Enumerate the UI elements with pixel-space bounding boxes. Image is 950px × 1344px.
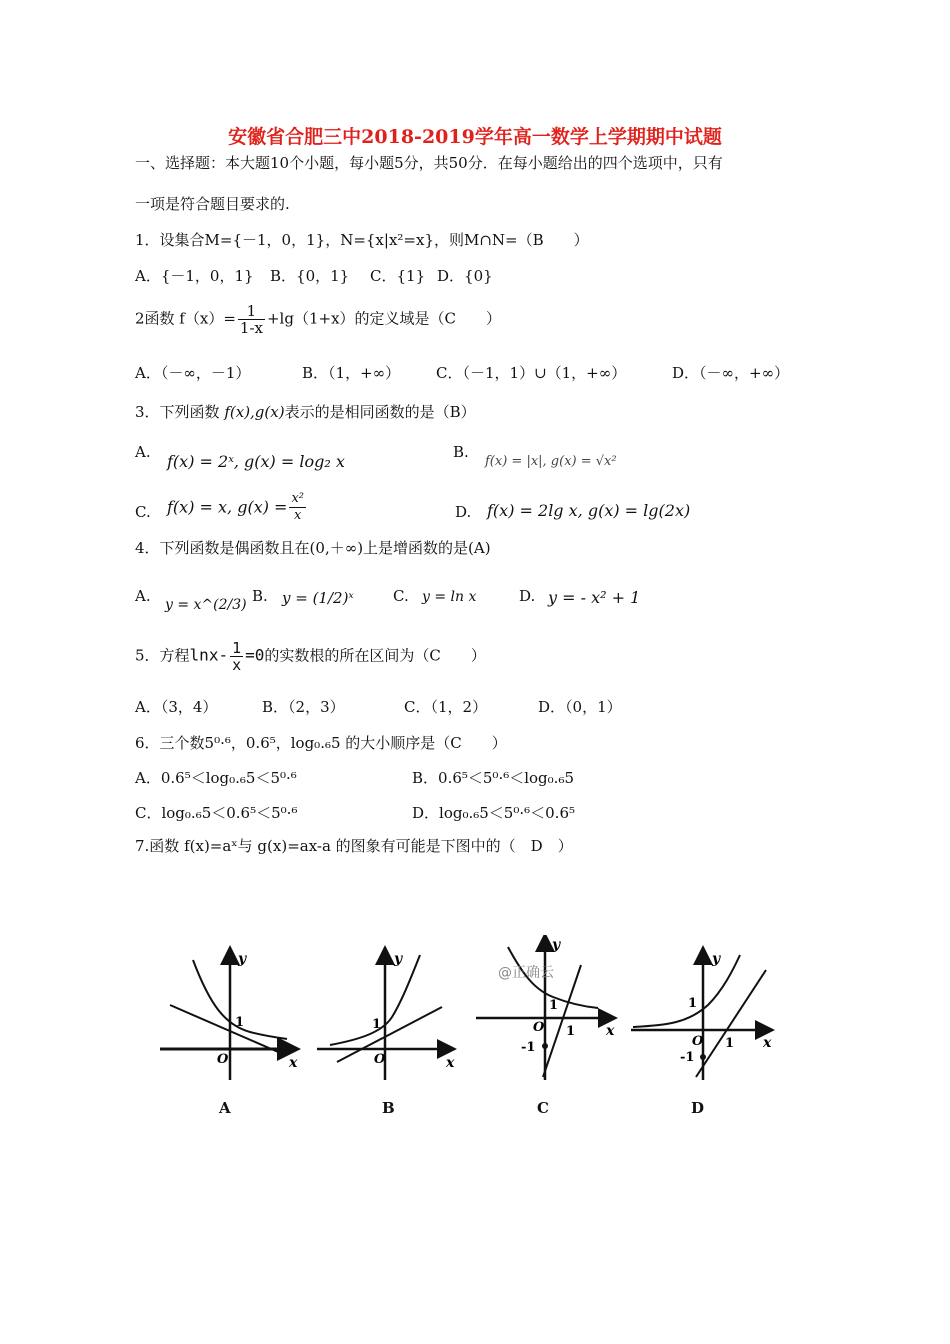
point-neg-one xyxy=(542,1043,548,1049)
q5-stem xyxy=(135,640,486,673)
q2-option-c: C．（－1，1）∪（1，+∞） xyxy=(436,364,627,382)
label-x: x xyxy=(289,1055,298,1071)
q5-option-b: B．（2，3） xyxy=(262,698,345,716)
q1-stem: 1．设集合M={－1，0，1}，N={x|x²=x}，则M∩N=（B ） xyxy=(135,231,589,249)
q4-option-d-label: D. xyxy=(519,587,536,605)
label-y: y xyxy=(238,951,247,967)
q3-option-a-label: A. xyxy=(135,443,151,461)
q3-option-c-num: x² xyxy=(291,491,304,506)
q5-option-d: D．（0，1） xyxy=(538,698,622,716)
label-one: 1 xyxy=(549,998,559,1013)
q5-frac-den: x xyxy=(232,656,242,674)
q6-option-c: C．log₀.₆5＜0.6⁵＜5⁰·⁶ xyxy=(135,804,298,822)
section-heading-line2: 一项是符合题目要求的. xyxy=(135,195,290,213)
label-x: x xyxy=(606,1023,615,1039)
label-origin: O xyxy=(533,1020,545,1035)
q5-fraction xyxy=(230,640,243,673)
q3-option-a-expr: f(x) = 2ˣ, g(x) = log₂ x xyxy=(167,452,345,471)
label-x: x xyxy=(446,1055,455,1071)
q3-option-b-expr: f(x) = |x|, g(x) = √x² xyxy=(485,454,617,469)
q2-suffix: +lg（1+x）的定义域是（C ） xyxy=(266,309,502,328)
graph-a-label: A xyxy=(219,1099,231,1117)
graph-b-label: B xyxy=(382,1099,395,1117)
q4-option-b-expr: y = (1/2)ˣ xyxy=(282,589,354,607)
graph-c xyxy=(473,935,623,1085)
q2-prefix: 2函数 f（x）= xyxy=(135,309,236,328)
q3-option-c-label: C. xyxy=(135,503,151,521)
q3-stem-suffix: 表示的是相同函数的是（B） xyxy=(284,403,476,421)
q5-option-a: A．（3，4） xyxy=(135,698,218,716)
watermark: @正确云 xyxy=(498,965,554,981)
graph-c-label: C xyxy=(537,1099,549,1117)
q3-option-d-expr: f(x) = 2lg x, g(x) = lg(2x) xyxy=(487,501,691,520)
graph-d-label: D xyxy=(691,1099,705,1117)
q4-option-a-expr: y = x^(2/3) xyxy=(165,597,247,613)
q6-option-b: B．0.6⁵＜5⁰·⁶＜log₀.₆5 xyxy=(412,769,574,787)
q2-option-d: D．（－∞，+∞） xyxy=(672,364,790,382)
q5-suffix: 的实数根的所在区间为（C ） xyxy=(264,646,486,665)
q2-frac-den: 1-x xyxy=(239,319,263,337)
q3-option-c-den: x xyxy=(294,508,302,523)
section-heading-line1: 一、选择题：本大题10个小题，每小题5分，共50分．在每小题给出的四个选项中，只有 xyxy=(135,154,723,172)
q6-option-d: D．log₀.₆5＜5⁰·⁶＜0.6⁵ xyxy=(412,804,576,822)
q3-option-c-left: f(x) = x, g(x) = xyxy=(167,497,288,517)
q6-option-a: A．0.6⁵＜log₀.₆5＜5⁰·⁶ xyxy=(135,769,297,787)
q1-option-b: B．{0，1} xyxy=(270,267,350,285)
q3-stem-funcs: f(x),g(x) xyxy=(224,403,285,421)
label-origin: O xyxy=(692,1034,704,1049)
label-one: 1 xyxy=(372,1017,382,1032)
point-neg-one xyxy=(700,1054,706,1060)
label-one: 1 xyxy=(688,996,698,1011)
label-y: y xyxy=(394,951,403,967)
q4-option-d-expr: y = - x² + 1 xyxy=(548,588,641,607)
line-g xyxy=(337,1007,442,1062)
q3-option-c-fraction xyxy=(289,491,306,524)
graph-a xyxy=(155,935,305,1085)
q3-option-b-label: B. xyxy=(453,443,469,461)
label-origin: O xyxy=(217,1052,229,1067)
label-origin: O xyxy=(374,1052,386,1067)
q1-option-a: A．{－1，0，1} xyxy=(135,267,254,285)
q2-option-a: A．（－∞，－1） xyxy=(135,364,251,382)
q2-fraction xyxy=(238,303,265,336)
q4-option-a-label: A. xyxy=(135,587,151,605)
q1-option-c: C．{1} xyxy=(370,267,426,285)
label-y: y xyxy=(552,937,561,953)
label-neg-one: -1 xyxy=(521,1040,536,1055)
q5-prefix: 5．方程 xyxy=(135,646,190,665)
label-x-one: 1 xyxy=(725,1036,735,1051)
q6-stem: 6．三个数5⁰·⁶，0.6⁵，log₀.₆5 的大小顺序是（C ） xyxy=(135,734,507,752)
q5-option-c: C．（1，2） xyxy=(404,698,488,716)
curve-exp xyxy=(633,955,740,1027)
q4-option-c-label: C. xyxy=(393,587,409,605)
page-title: 安徽省合肥三中2018-2019学年高一数学上学期期中试题 xyxy=(228,126,722,148)
q2-stem xyxy=(135,303,501,336)
label-neg-one: -1 xyxy=(680,1050,695,1065)
q5-eq-left: lnx- xyxy=(189,645,229,665)
q4-option-c-expr: y = ln x xyxy=(422,589,477,605)
graph-d xyxy=(628,935,778,1085)
q1-option-d: D．{0} xyxy=(437,267,493,285)
q7-stem: 7.函数 f(x)=aˣ与 g(x)=ax-a 的图象有可能是下图中的（ D ） xyxy=(135,837,573,855)
q2-frac-num: 1 xyxy=(238,303,265,320)
q2-option-b: B．（1，+∞） xyxy=(302,364,401,382)
q5-eq-right: =0 xyxy=(245,645,265,665)
q5-frac-num: 1 xyxy=(232,639,242,657)
graph-b xyxy=(312,935,462,1085)
q3-stem xyxy=(135,402,476,422)
q3-option-c-expr xyxy=(167,491,308,524)
line-g xyxy=(696,970,766,1077)
q4-option-b-label: B. xyxy=(252,587,268,605)
label-x: x xyxy=(763,1035,772,1051)
label-y: y xyxy=(712,951,721,967)
q3-option-d-label: D. xyxy=(455,503,472,521)
q4-stem: 4．下列函数是偶函数且在(0,＋∞)上是增函数的是(A) xyxy=(135,539,491,557)
q3-stem-prefix: 3．下列函数 xyxy=(135,403,220,421)
label-one: 1 xyxy=(235,1015,245,1030)
label-x-one: 1 xyxy=(566,1024,576,1039)
